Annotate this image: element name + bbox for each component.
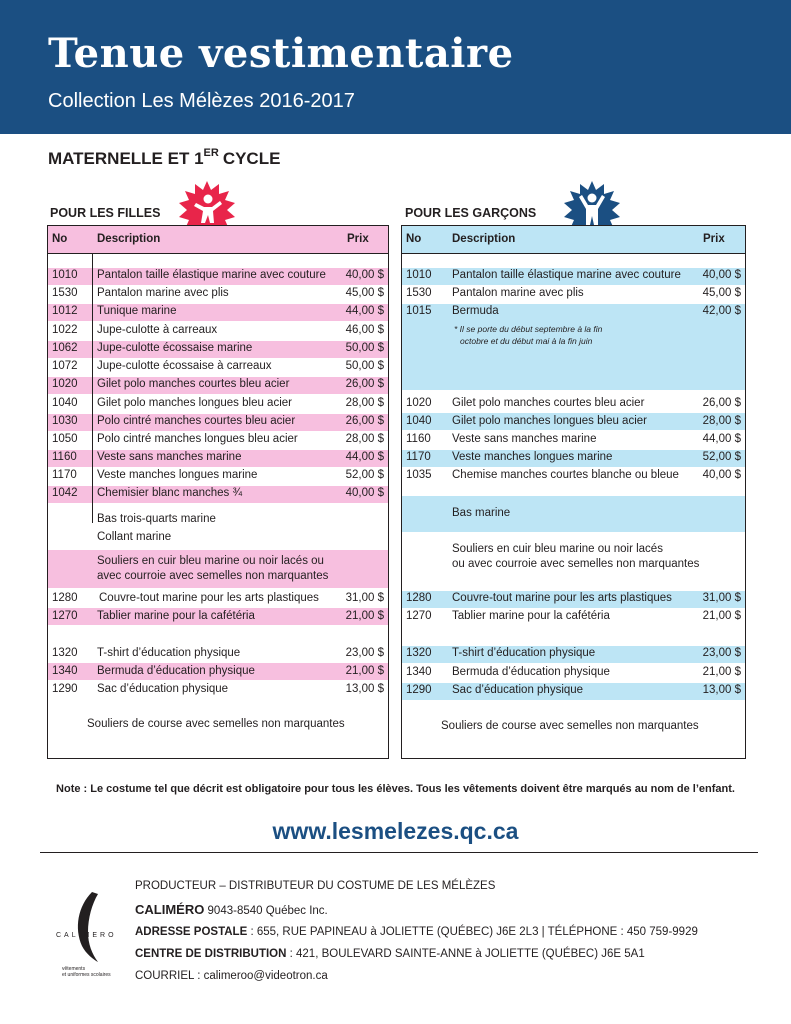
table-row: 1290 Sac d’éducation physique 13,00 $	[406, 684, 741, 696]
table-row: 1320 T-shirt d’éducation physique 23,00 $	[52, 647, 384, 659]
girls-table	[47, 225, 389, 759]
header-price: Prix	[347, 233, 369, 245]
header-price: Prix	[703, 233, 725, 245]
table-row: 1042 Chemisier blanc manches ¾ 40,00 $	[52, 487, 384, 499]
table-row: 1530 Pantalon marine avec plis 45,00 $	[406, 287, 741, 299]
boys-label: POUR LES GARÇONS	[405, 206, 537, 220]
girls-socks-text: Bas trois-quarts marine	[97, 513, 216, 525]
calimero-logo	[48, 888, 128, 988]
girls-table-header	[48, 226, 388, 254]
table-row: 1010 Pantalon taille élastique marine avec couture 40,00 $	[52, 269, 384, 281]
logo-subtext: vêtements et uniformes scolaires	[62, 966, 111, 978]
header-no: No	[406, 233, 422, 245]
header-no: No	[52, 233, 68, 245]
page-subtitle: Collection Les Mélèzes 2016-2017	[48, 90, 355, 112]
table-row: 1030 Polo cintré manches courtes bleu acier 26,00 $	[52, 415, 384, 427]
table-row: 1320 T-shirt d’éducation physique 23,00 $	[406, 647, 741, 659]
table-row: 1062 Jupe-culotte écossaise marine 50,00 $	[52, 342, 384, 354]
girls-label: POUR LES FILLES	[50, 206, 161, 220]
table-row: 1530 Pantalon marine avec plis 45,00 $	[52, 287, 384, 299]
website-link[interactable]: www.lesmelezes.qc.ca	[272, 818, 519, 844]
table-row: 1040 Gilet polo manches longues bleu acier 28,00 $	[406, 415, 741, 427]
girls-shoes-line2: avec courroie avec semelles non marquantes	[97, 570, 329, 582]
bermuda-note-line2: octobre et du début mai à la fin juin	[460, 336, 593, 346]
address-line: ADRESSE POSTALE : 655, RUE PAPINEAU à JOLIETTE (QUÉBEC) J6E 2L3 | TÉLÉPHONE : 450 759-9929	[135, 926, 698, 938]
section-title-cycle: CYCLE	[222, 149, 281, 168]
table-row: 1022 Jupe-culotte à carreaux 46,00 $	[52, 324, 384, 336]
table-row: 1270 Tablier marine pour la cafétéria 21,00 $	[52, 610, 384, 622]
table-row: 1050 Polo cintré manches longues bleu acier 28,00 $	[52, 433, 384, 445]
table-row: 1020 Gilet polo manches courtes bleu acier 26,00 $	[52, 378, 384, 390]
mandatory-note: Note : Le costume tel que décrit est obligatoire pour tous les élèves. Tous les vêtements doivent être marqués au nom de l’enfant.	[56, 783, 735, 795]
boys-shoes-line1: Souliers en cuir bleu marine ou noir lacés	[452, 543, 663, 555]
girls-tights-text: Collant marine	[97, 531, 172, 543]
divider	[40, 852, 758, 853]
distribution-line: CENTRE DE DISTRIBUTION : 421, BOULEVARD SAINTE-ANNE à JOLIETTE (QUÉBEC) J6E 5A1	[135, 948, 645, 960]
email-line[interactable]: COURRIEL : calimeroo@videotron.ca	[135, 970, 328, 982]
logo-text: CALIMERO	[56, 932, 117, 939]
table-row: 1035 Chemise manches courtes blanche ou bleue 40,00 $	[406, 469, 741, 481]
boys-socks-text: Bas marine	[452, 507, 511, 519]
section-title-main: MATERNELLE ET 1	[48, 149, 204, 168]
table-row: 1170 Veste manches longues marine 52,00 $	[406, 451, 741, 463]
table-row: 1010 Pantalon taille élastique marine avec couture 40,00 $	[406, 269, 741, 281]
company-line: CALIMÉRO 9043-8540 Québec Inc.	[135, 902, 328, 917]
girls-shoes-line1: Souliers en cuir bleu marine ou noir lacés ou	[97, 555, 324, 567]
boys-table	[401, 225, 746, 759]
boys-table-header	[402, 226, 745, 254]
boys-sport-shoes: Souliers de course avec semelles non marquantes	[441, 720, 699, 732]
table-row: 1012 Tunique marine 44,00 $	[52, 305, 384, 317]
section-title	[48, 149, 280, 169]
table-row: 1340 Bermuda d’éducation physique 21,00 $	[52, 665, 384, 677]
table-row: 1020 Gilet polo manches courtes bleu acier 26,00 $	[406, 397, 741, 409]
table-row: 1160 Veste sans manches marine 44,00 $	[52, 451, 384, 463]
table-row: 1280 Couvre-tout marine pour les arts plastiques 31,00 $	[52, 592, 384, 604]
table-row: 1040 Gilet polo manches longues bleu acier 28,00 $	[52, 397, 384, 409]
bermuda-note-line1: * Il se porte du début septembre à la fin	[454, 324, 603, 334]
table-row: 1170 Veste manches longues marine 52,00 $	[52, 469, 384, 481]
header-description: Description	[452, 233, 516, 245]
section-title-sup: ER	[203, 147, 219, 159]
table-row: 1290 Sac d’éducation physique 13,00 $	[52, 683, 384, 695]
table-row: 1340 Bermuda d’éducation physique 21,00 $	[406, 666, 741, 678]
table-row: 1072 Jupe-culotte écossaise à carreaux 50,00 $	[52, 360, 384, 372]
header-description: Description	[97, 233, 161, 245]
table-row: 1280 Couvre-tout marine pour les arts plastiques 31,00 $	[406, 592, 741, 604]
table-row: 1015 Bermuda 42,00 $	[406, 305, 741, 317]
boys-shoes-line2: ou avec courroie avec semelles non marquantes	[452, 558, 700, 570]
producer-line: PRODUCTEUR – DISTRIBUTEUR DU COSTUME DE LES MÉLÈZES	[135, 880, 496, 892]
table-row: 1270 Tablier marine pour la cafétéria 21,00 $	[406, 610, 741, 622]
table-row: 1160 Veste sans manches marine 44,00 $	[406, 433, 741, 445]
girls-sport-shoes: Souliers de course avec semelles non marquantes	[87, 718, 345, 730]
header-banner	[0, 0, 791, 134]
page-title: Tenue vestimentaire	[48, 30, 514, 77]
